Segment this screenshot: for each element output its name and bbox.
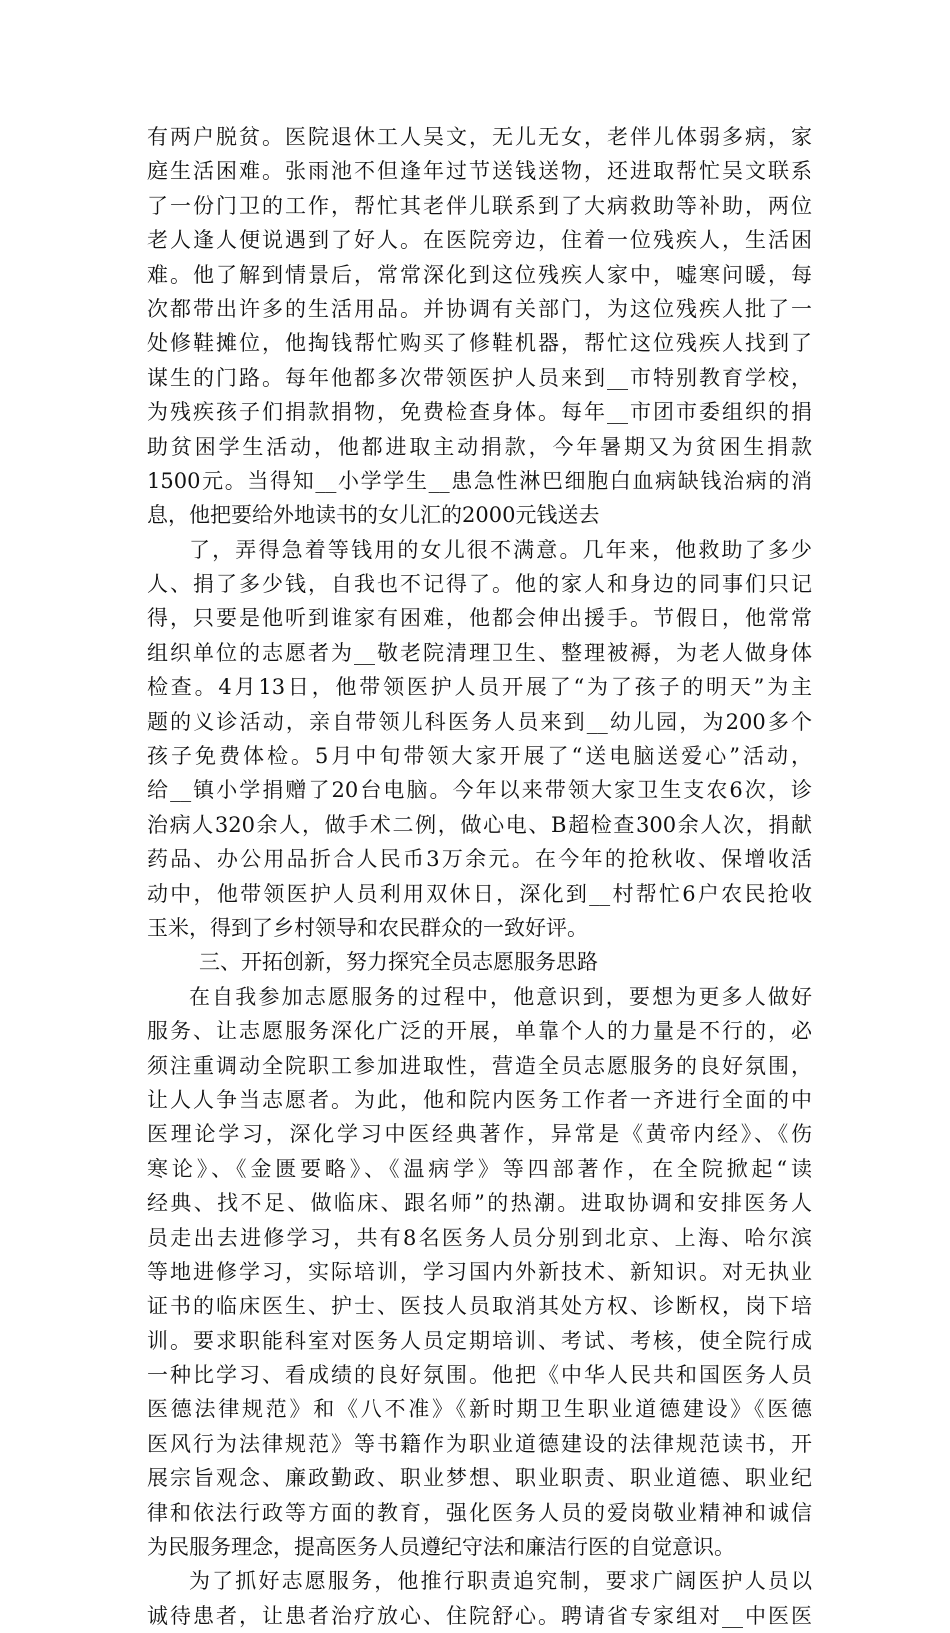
text-line: 谋生的门路。每年他都多次带领医护人员来到__市特别教育学校， xyxy=(147,365,812,390)
text-line: 孩子免费体检。5月中旬带领大家开展了“送电脑送爱心”活动， xyxy=(147,744,812,769)
text-line: 玉米，得到了乡村领导和农民群众的一致好评。 xyxy=(147,915,588,940)
text-line: 员走出去进修学习，共有8名医务人员分别到北京、上海、哈尔滨 xyxy=(147,1225,812,1250)
text-line: 庭生活困难。张雨池不但逢年过节送钱送物，还进取帮忙吴文联系 xyxy=(147,159,812,184)
section-heading: 三、开拓创新，努力探究全员志愿服务思路 xyxy=(199,950,598,975)
text-line: 经典、找不足、做临床、跟名师”的热潮。进取协调和安排医务人 xyxy=(147,1191,812,1216)
text-line: 为民服务理念，提高医务人员遵纪守法和廉洁行医的自觉意识。 xyxy=(147,1535,735,1560)
text-line: 得，只要是他听到谁家有困难，他都会伸出援手。节假日，他常常 xyxy=(147,606,812,631)
text-line: 处修鞋摊位，他掏钱帮忙购买了修鞋机器，帮忙这位残疾人找到了 xyxy=(147,331,812,356)
text-line: 有两户脱贫。医院退休工人吴文，无儿无女，老伴儿体弱多病，家 xyxy=(147,125,812,149)
text-line: 寒论》、《金匮要略》、《温病学》等四部著作，在全院掀起“读 xyxy=(147,1156,812,1181)
text-line: 助贫困学生活动，他都进取主动捐款，今年暑期又为贫困生捐款 xyxy=(147,434,812,459)
text-line: 次都带出许多的生活用品。并协调有关部门，为这位残疾人批了一 xyxy=(147,296,812,321)
text-line: 老人逢人便说遇到了好人。在医院旁边，住着一位残疾人，生活困 xyxy=(147,228,812,253)
text-line: 诚待患者，让患者治疗放心、住院舒心。聘请省专家组对__中医医 xyxy=(147,1603,812,1628)
text-line: 一种比学习、看成绩的良好氛围。他把《中华人民共和国医务人员 xyxy=(147,1363,812,1388)
text-line: 了一份门卫的工作，帮忙其老伴儿联系到了大病救助等补助，两位 xyxy=(147,193,812,218)
text-line: 动中，他带领医护人员利用双休日，深化到__村帮忙6户农民抢收 xyxy=(147,881,812,906)
text-line: 难。他了解到情景后，常常深化到这位残疾人家中，嘘寒问暖，每 xyxy=(147,262,812,287)
text-line: 给__镇小学捐赠了20台电脑。今年以来带领大家卫生支农6次，诊 xyxy=(147,778,812,803)
text-line: 让人人争当志愿者。为此，他和院内医务工作者一齐进行全面的中 xyxy=(147,1087,812,1112)
text-line: 须注重调动全院职工参加进取性，营造全员志愿服务的良好氛围， xyxy=(147,1053,812,1078)
text-line: 等地进修学习，实际培训，学习国内外新技术、新知识。对无执业 xyxy=(147,1259,812,1284)
document-body xyxy=(147,120,812,1633)
text-line: 检查。4月13日，他带领医护人员开展了“为了孩子的明天”为主 xyxy=(147,675,812,700)
text-line: 息，他把要给外地读书的女儿汇的2000元钱送去 xyxy=(147,503,600,528)
text-line: 医风行为法律规范》等书籍作为职业道德建设的法律规范读书，开 xyxy=(147,1431,812,1456)
text-line: 药品、办公用品折合人民币3万余元。在今年的抢秋收、保增收活 xyxy=(147,847,812,872)
paragraph-first-line: 了，弄得急着等钱用的女儿很不满意。几年来，他救助了多少 xyxy=(189,537,812,562)
text-line: 治病人320余人，做手术二例，做心电、B超检查300余人次，捐献 xyxy=(147,812,812,837)
text-line: 组织单位的志愿者为__敬老院清理卫生、整理被褥，为老人做身体 xyxy=(147,640,812,665)
text-line: 医理论学习，深化学习中医经典著作，异常是《黄帝内经》、《伤 xyxy=(147,1122,812,1147)
text-line: 服务、让志愿服务深化广泛的开展，单靠个人的力量是不行的，必 xyxy=(147,1019,812,1044)
text-line: 展宗旨观念、廉政勤政、职业梦想、职业职责、职业道德、职业纪 xyxy=(147,1466,812,1491)
text-line: 医德法律规范》和《八不准》《新时期卫生职业道德建设》《医德 xyxy=(147,1397,812,1422)
text-line: 人、捐了多少钱，自我也不记得了。他的家人和身边的同事们只记 xyxy=(147,572,812,597)
text-line: 题的义诊活动，亲自带领儿科医务人员来到__幼儿园，为200多个 xyxy=(147,709,812,734)
text-line: 训。要求职能科室对医务人员定期培训、考试、考核，使全院行成 xyxy=(147,1328,812,1353)
paragraph-first-line: 为了抓好志愿服务，他推行职责追究制，要求广阔医护人员以 xyxy=(189,1569,812,1594)
text-line: 证书的临床医生、护士、医技人员取消其处方权、诊断权，岗下培 xyxy=(147,1294,812,1319)
text-line: 1500元。当得知__小学学生__患急性淋巴细胞白血病缺钱治病的消 xyxy=(147,468,812,493)
paragraph-first-line: 在自我参加志愿服务的过程中，他意识到，要想为更多人做好 xyxy=(189,984,812,1009)
text-line: 律和依法行政等方面的教育，强化医务人员的爱岗敬业精神和诚信 xyxy=(147,1500,812,1525)
text-line: 为残疾孩子们捐款捐物，免费检查身体。每年__市团市委组织的捐 xyxy=(147,400,812,425)
